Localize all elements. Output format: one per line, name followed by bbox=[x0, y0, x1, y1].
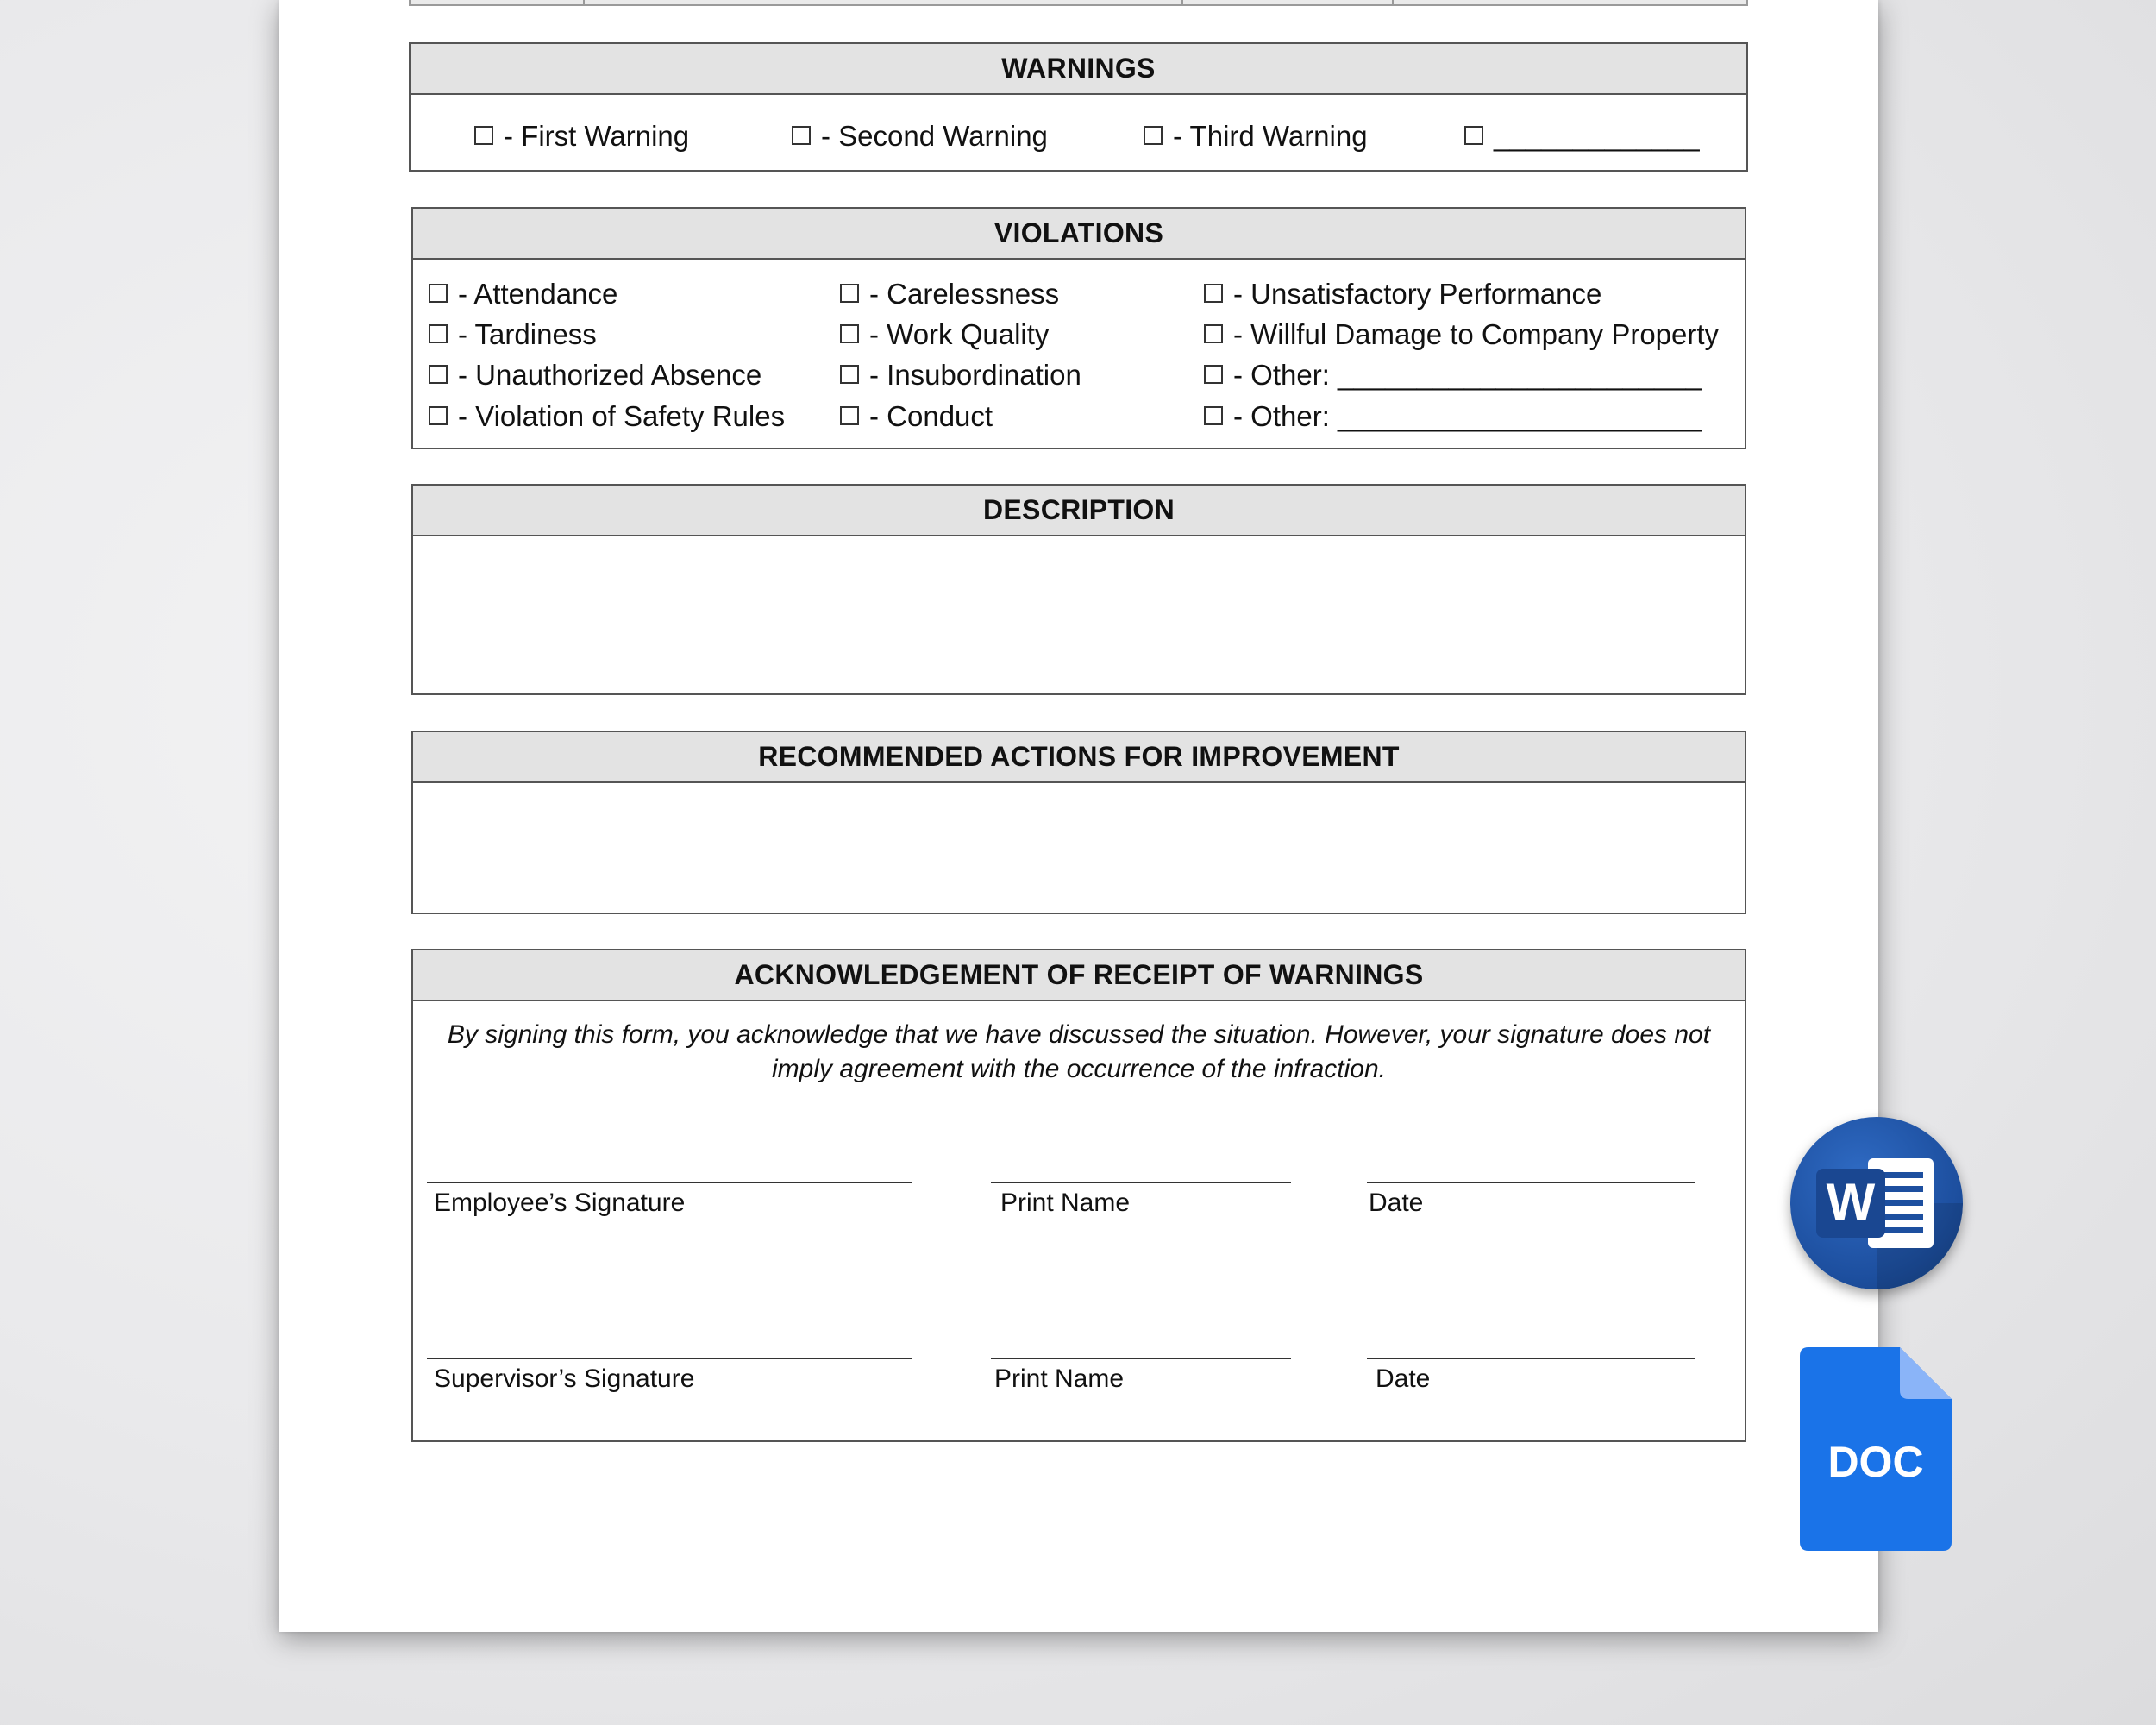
violation-insubordination[interactable]: - Insubordination bbox=[840, 359, 1081, 392]
description-header: DESCRIPTION bbox=[413, 486, 1745, 536]
acknowledgement-section bbox=[411, 949, 1746, 1442]
violation-attendance[interactable]: - Attendance bbox=[429, 278, 617, 310]
checkbox[interactable] bbox=[429, 324, 448, 343]
employee-date-label: Date bbox=[1369, 1189, 1424, 1217]
previous-table-edge bbox=[409, 0, 1748, 6]
violation-safety-rules[interactable]: - Violation of Safety Rules bbox=[429, 400, 785, 433]
supervisor-date-label: Date bbox=[1376, 1364, 1431, 1393]
recommended-actions-header: RECOMMENDED ACTIONS FOR IMPROVEMENT bbox=[413, 732, 1745, 783]
violations-section bbox=[411, 207, 1746, 449]
third-warning-option[interactable]: - Third Warning bbox=[1144, 120, 1368, 153]
violations-header: VIOLATIONS bbox=[413, 209, 1745, 260]
other-warning-checkbox[interactable] bbox=[1464, 126, 1483, 145]
employee-signature-label: Employee’s Signature bbox=[434, 1189, 686, 1217]
checkbox[interactable] bbox=[840, 284, 859, 303]
supervisor-print-name-label: Print Name bbox=[994, 1364, 1125, 1393]
checkbox[interactable] bbox=[429, 406, 448, 425]
recommended-actions-field[interactable] bbox=[413, 783, 1745, 913]
supervisor-date-line[interactable] bbox=[1367, 1358, 1695, 1359]
checkbox[interactable] bbox=[1204, 284, 1223, 303]
employee-signature-line[interactable] bbox=[427, 1182, 912, 1183]
employee-date-line[interactable] bbox=[1367, 1182, 1695, 1183]
second-warning-checkbox[interactable] bbox=[792, 126, 811, 145]
violation-other-2[interactable]: - Other: _______________________ bbox=[1204, 400, 1702, 433]
violation-tardiness[interactable]: - Tardiness bbox=[429, 318, 597, 351]
second-warning-option[interactable]: - Second Warning bbox=[792, 120, 1048, 153]
checkbox[interactable] bbox=[840, 406, 859, 425]
doc-label: DOC bbox=[1827, 1438, 1924, 1486]
first-warning-option[interactable]: - First Warning bbox=[474, 120, 689, 153]
checkbox[interactable] bbox=[1204, 406, 1223, 425]
violation-unsatisfactory-performance[interactable]: - Unsatisfactory Performance bbox=[1204, 278, 1601, 310]
description-field[interactable] bbox=[413, 536, 1745, 693]
recommended-actions-section bbox=[411, 731, 1746, 914]
checkbox[interactable] bbox=[1204, 324, 1223, 343]
description-section bbox=[411, 484, 1746, 695]
word-letter: W bbox=[1826, 1173, 1876, 1231]
third-warning-checkbox[interactable] bbox=[1144, 126, 1163, 145]
doc-file-icon bbox=[1800, 1347, 1952, 1551]
supervisor-signature-label: Supervisor’s Signature bbox=[434, 1364, 695, 1393]
violation-conduct[interactable]: - Conduct bbox=[840, 400, 993, 433]
checkbox[interactable] bbox=[429, 284, 448, 303]
violation-willful-damage[interactable]: - Willful Damage to Company Property bbox=[1204, 318, 1719, 351]
supervisor-signature-line[interactable] bbox=[427, 1358, 912, 1359]
violation-work-quality[interactable]: - Work Quality bbox=[840, 318, 1049, 351]
supervisor-print-name-line[interactable] bbox=[991, 1358, 1291, 1359]
form-page bbox=[279, 0, 1878, 1632]
checkbox[interactable] bbox=[1204, 365, 1223, 384]
checkbox[interactable] bbox=[429, 365, 448, 384]
violation-other-1[interactable]: - Other: _______________________ bbox=[1204, 359, 1702, 392]
employee-print-name-label: Print Name bbox=[1000, 1189, 1131, 1217]
violation-carelessness[interactable]: - Carelessness bbox=[840, 278, 1059, 310]
first-warning-checkbox[interactable] bbox=[474, 126, 493, 145]
employee-print-name-line[interactable] bbox=[991, 1182, 1291, 1183]
warnings-header: WARNINGS bbox=[411, 44, 1746, 95]
other-warning-option[interactable]: _____________ bbox=[1464, 120, 1700, 153]
word-app-icon bbox=[1790, 1117, 1963, 1289]
violation-unauthorized-absence[interactable]: - Unauthorized Absence bbox=[429, 359, 761, 392]
checkbox[interactable] bbox=[840, 365, 859, 384]
checkbox[interactable] bbox=[840, 324, 859, 343]
acknowledgement-note: By signing this form, you acknowledge that we have discussed the situation. However, your signature does not imply agreement with the occurrence of the infraction. bbox=[447, 1020, 1711, 1083]
acknowledgement-header: ACKNOWLEDGEMENT OF RECEIPT OF WARNINGS bbox=[413, 950, 1745, 1001]
warnings-section bbox=[409, 42, 1748, 172]
